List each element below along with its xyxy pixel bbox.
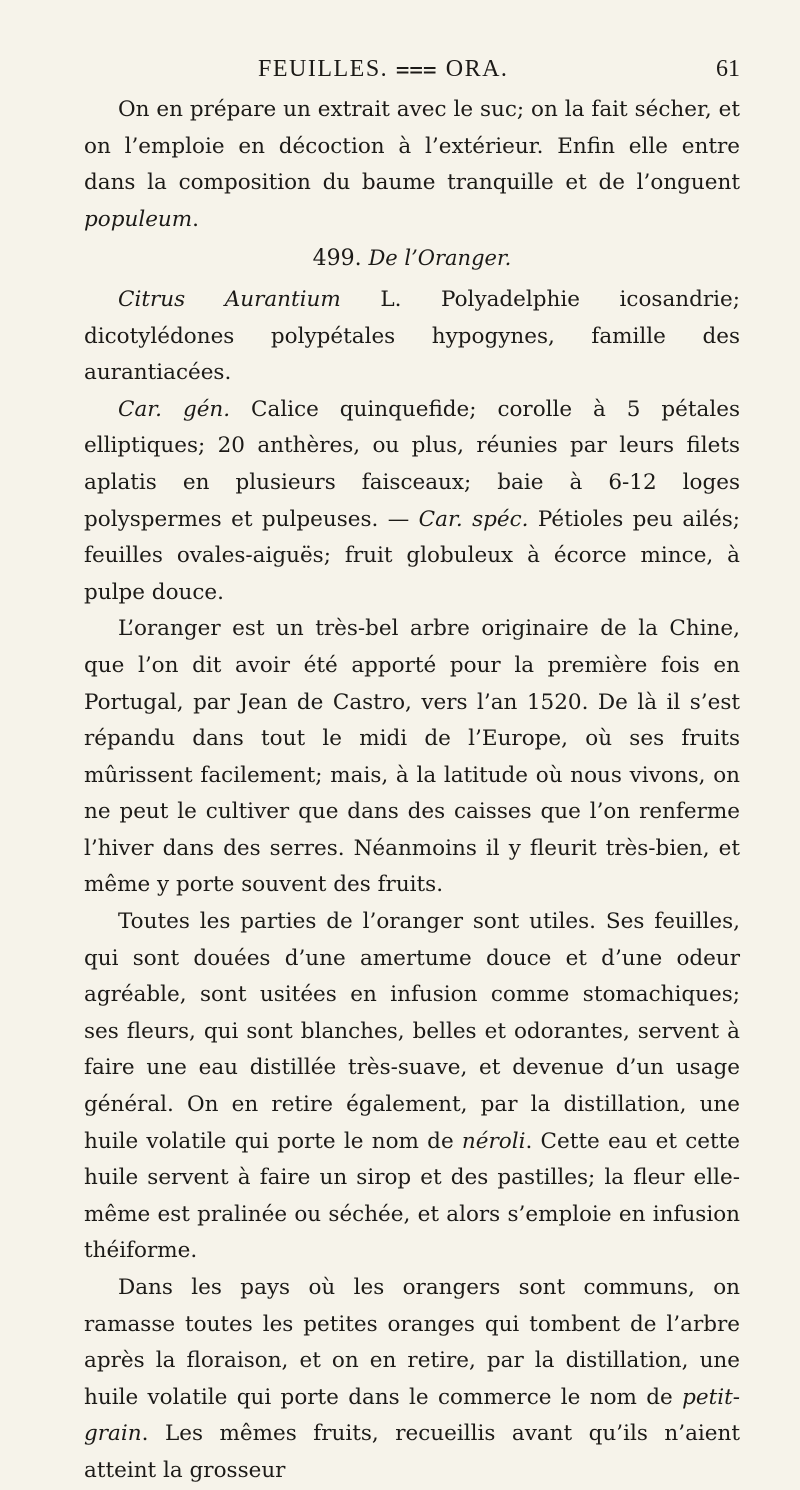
section-heading: [84, 240, 740, 278]
running-title: FEUILLES. ⩶ ORA.: [258, 56, 509, 82]
populeum-term: populeum: [84, 206, 193, 232]
petit-grain-text-start: Dans les pays où les orangers sont communs, on ramasse toutes les petites oranges qui tombent de l’arbre après la floraison, et on en retire, par la distillation, une huile volatile qui porte dans le commerce le nom de: [84, 1275, 740, 1410]
uses-text-end: . Cette eau et cette huile servent à faire un sirop et des pastilles; la fleur elle-même est pralinée ou séchée, et alors s’emploie en infusion théiforme.: [84, 1128, 740, 1264]
generic-characters-label: Car. gén.: [118, 396, 231, 422]
classification-text: L. Polyadelphie icosandrie; dicotylédones polypétales hypogynes, famille des aurantiacées.: [84, 286, 740, 386]
petit-grain-term: petit-grain: [84, 1384, 740, 1447]
paragraph-origin: L’oranger est un très-bel arbre originaire de la Chine, que l’on dit avoir été apporté pour la première fois en Portugal, par Jean de Castro, vers l’an 1520. De là il s’est répandu dans tout le midi de l’Europe, où ses fruits mûrissent facilement; mais, à la latitude où nous vivons, on ne peut le cultiver que dans des caisses que l’on renferme l’hiver dans des serres. Néanmoins il y fleurit très-bien, et même y porte souvent des fruits.: [84, 616, 740, 898]
page-number: 61: [716, 56, 740, 82]
paragraph-uses: [84, 904, 740, 1270]
specific-characters-text: Pétioles peu ailés; feuilles ovales-aiguës; fruit globuleux à écorce mince, à pulpe douce.: [84, 506, 740, 605]
uses-text-start: Toutes les parties de l’oranger sont utiles. Ses feuilles, qui sont douées d’une amertume douce et d’une odeur agréable, sont usitées en infusion comme stomachiques; ses fleurs, qui sont blanches, belles et odorantes, servent à faire une eau distillée très-suave, et devenue d’un usage général. On en retire également, par la distillation, une huile volatile qui porte le nom de: [84, 909, 740, 1154]
neroli-term: néroli: [461, 1128, 526, 1154]
generic-characters-text: Calice quinquefide; corolle à 5 pétales elliptiques; 20 anthères, ou plus, réunies par leurs filets aplatis en plusieurs faisceaux; baie à 6-12 loges polyspermes et pulpeuses. —: [84, 396, 740, 532]
paragraph-baume-text: On en prépare un extrait avec le suc; on la fait sécher, et on l’emploie en décoction à l’extérieur. Enfin elle entre dans la composition du baume tranquille et de l’onguent: [84, 97, 740, 196]
petit-grain-text-end: . Les mêmes fruits, recueillis avant qu’ils n’aient atteint la grosseur: [84, 1421, 740, 1483]
paragraph-petit-grain: [84, 1270, 740, 1490]
paragraph-classification: [84, 282, 740, 392]
paragraph-baume: [84, 92, 740, 238]
paragraph-characters: [84, 392, 740, 612]
section-title: De l’Oranger.: [368, 246, 512, 271]
paragraph-baume-end: .: [192, 206, 199, 232]
latin-name: Citrus Aurantium: [118, 286, 341, 312]
page-body: [84, 92, 740, 1490]
specific-characters-label: Car. spéc.: [418, 506, 529, 532]
page-header: [84, 56, 740, 96]
section-number: 499.: [312, 246, 362, 272]
